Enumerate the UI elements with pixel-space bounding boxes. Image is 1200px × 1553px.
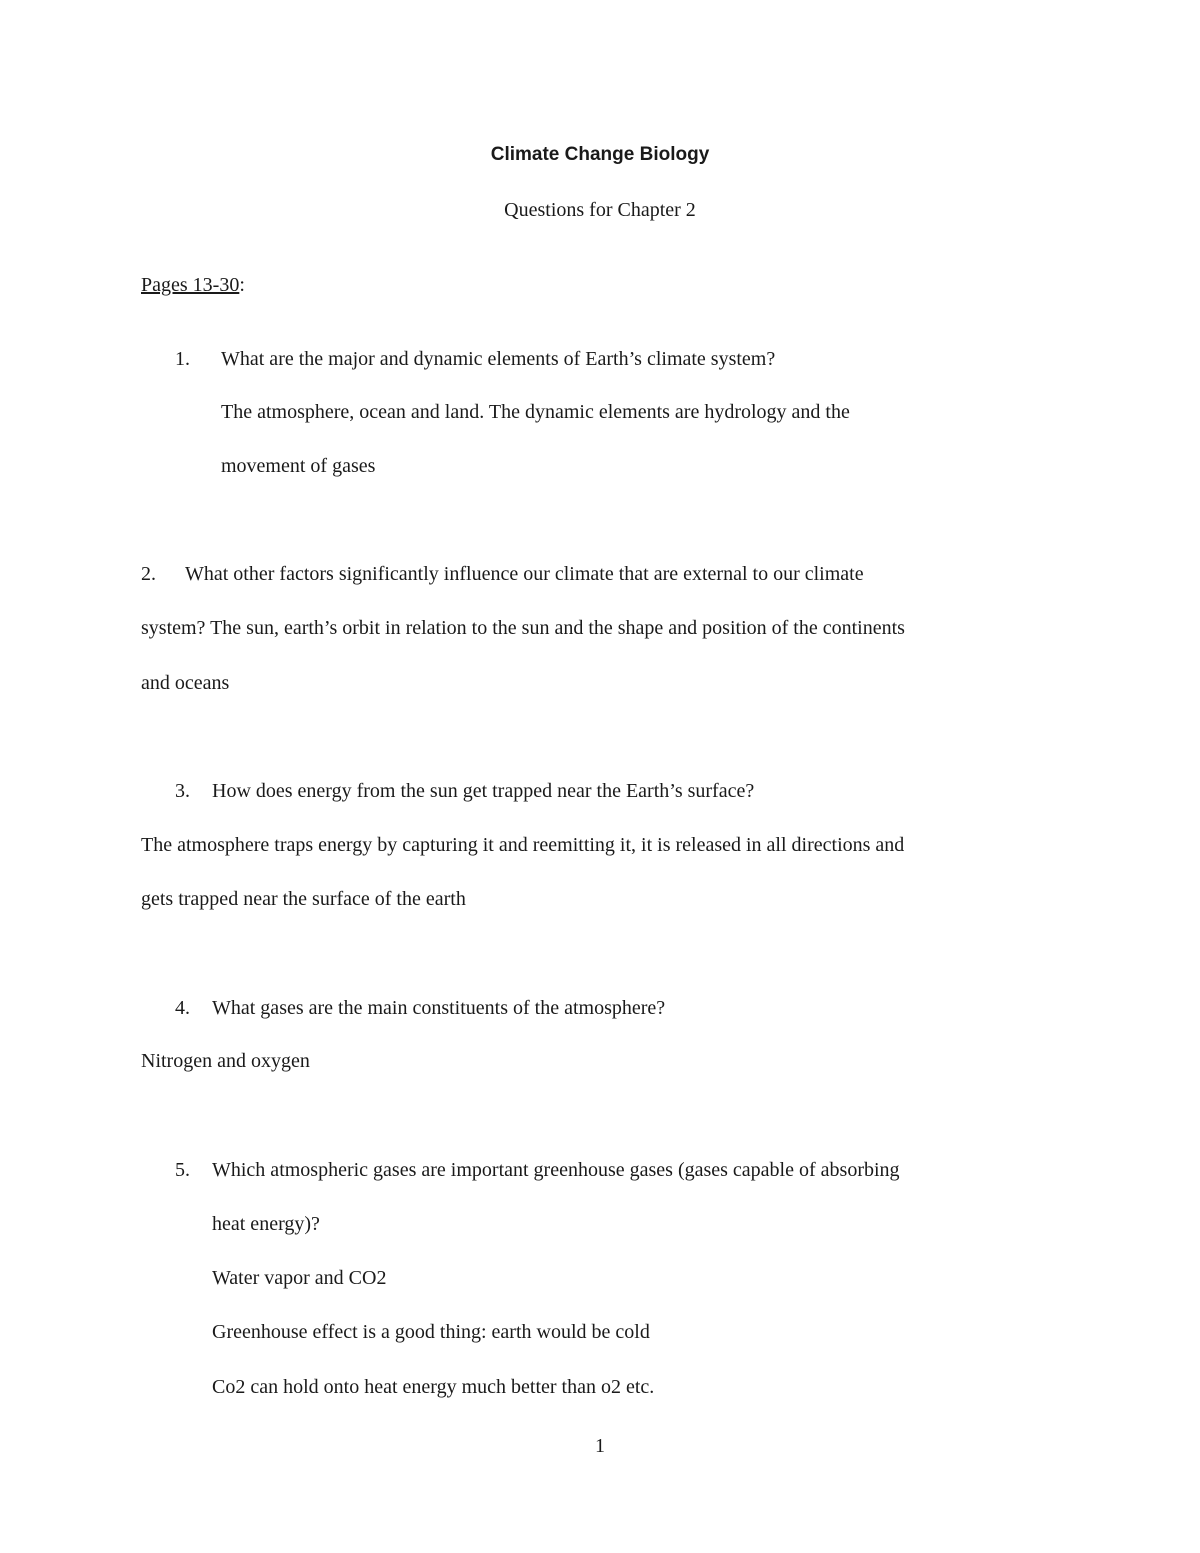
answer-1-line-2: movement of gases <box>221 455 376 477</box>
question-2-line-1: What other factors significantly influence our climate that are external to our climate <box>185 563 864 585</box>
question-5-line-1: Which atmospheric gases are important greenhouse gases (gases capable of absorbing <box>212 1159 900 1181</box>
question-2-number: 2. <box>141 563 156 585</box>
pages-heading <box>141 273 245 297</box>
answer-5-line-1: Water vapor and CO2 <box>212 1267 387 1289</box>
document-subtitle: Questions for Chapter 2 <box>504 199 696 221</box>
question-4-text: What gases are the main constituents of the atmosphere? <box>212 997 666 1019</box>
page-number: 1 <box>595 1435 605 1457</box>
answer-1-line-1: The atmosphere, ocean and land. The dynamic elements are hydrology and the <box>221 401 850 423</box>
answer-4: Nitrogen and oxygen <box>141 1050 310 1072</box>
document-title: Climate Change Biology <box>490 144 710 165</box>
question-2-line-2: system? The sun, earth’s orbit in relation to the sun and the shape and position of the continents <box>141 617 905 639</box>
answer-3-line-1: The atmosphere traps energy by capturing it and reemitting it, it is released in all directions and <box>141 834 905 856</box>
question-5-number: 5. <box>175 1159 190 1181</box>
answer-3-line-2: gets trapped near the surface of the earth <box>141 888 466 910</box>
pages-colon: : <box>239 274 245 296</box>
question-1-number: 1. <box>175 348 190 370</box>
question-5-line-2: heat energy)? <box>212 1213 320 1235</box>
question-1-text: What are the major and dynamic elements of Earth’s climate system? <box>221 348 776 370</box>
answer-5-line-2: Greenhouse effect is a good thing: earth would be cold <box>212 1321 650 1343</box>
question-3-text: How does energy from the sun get trapped near the Earth’s surface? <box>212 780 755 802</box>
question-2-line-3: and oceans <box>141 672 230 694</box>
question-4-number: 4. <box>175 997 190 1019</box>
pages-label: Pages 13-30 <box>141 274 240 296</box>
question-3-number: 3. <box>175 780 190 802</box>
answer-5-line-3: Co2 can hold onto heat energy much better than o2 etc. <box>212 1376 655 1398</box>
